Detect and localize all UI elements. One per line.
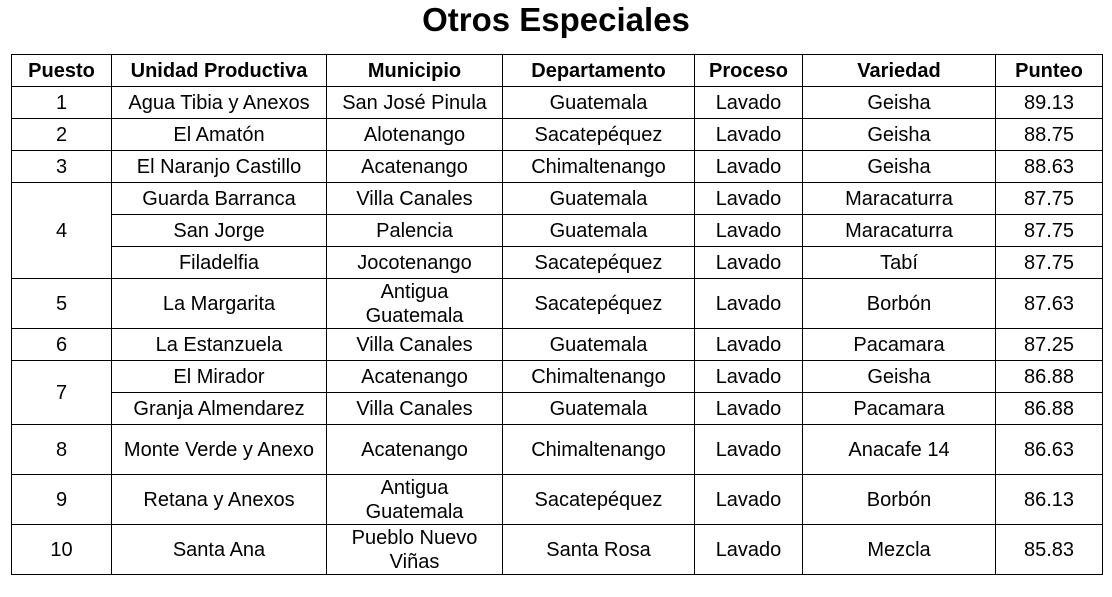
header-unidad-productiva: Unidad Productiva: [112, 55, 327, 87]
cell-puesto: 3: [12, 151, 112, 183]
header-municipio: Municipio: [327, 55, 503, 87]
cell-departamento: Sacatepéquez: [503, 475, 695, 525]
cell-punteo: 85.83: [996, 525, 1103, 575]
cell-departamento: Guatemala: [503, 87, 695, 119]
cell-departamento: Sacatepéquez: [503, 119, 695, 151]
cell-proceso: Lavado: [695, 425, 803, 475]
cell-proceso: Lavado: [695, 329, 803, 361]
cell-departamento: Santa Rosa: [503, 525, 695, 575]
cell-puesto: 10: [12, 525, 112, 575]
table-row: [12, 475, 1103, 525]
cell-puesto: 4: [12, 183, 112, 279]
table-row: [12, 361, 1103, 393]
cell-municipio: Acatenango: [327, 151, 503, 183]
cell-unidad: La Estanzuela: [112, 329, 327, 361]
table-row: [12, 279, 1103, 329]
header-row: [12, 55, 1103, 87]
cell-departamento: Guatemala: [503, 215, 695, 247]
header-puesto: Puesto: [12, 55, 112, 87]
cell-municipio: Villa Canales: [327, 183, 503, 215]
cell-punteo: 86.88: [996, 393, 1103, 425]
cell-proceso: Lavado: [695, 393, 803, 425]
cell-variedad: Borbón: [803, 475, 996, 525]
cell-variedad: Anacafe 14: [803, 425, 996, 475]
cell-puesto: 6: [12, 329, 112, 361]
cell-departamento: Guatemala: [503, 329, 695, 361]
cell-unidad: El Naranjo Castillo: [112, 151, 327, 183]
table-row: [12, 87, 1103, 119]
table-row: [12, 329, 1103, 361]
header-variedad: Variedad: [803, 55, 996, 87]
cell-departamento: Guatemala: [503, 183, 695, 215]
table-row: [12, 151, 1103, 183]
cell-departamento: Chimaltenango: [503, 151, 695, 183]
cell-proceso: Lavado: [695, 279, 803, 329]
results-table: [11, 54, 1103, 575]
cell-municipio: Jocotenango: [327, 247, 503, 279]
cell-punteo: 87.25: [996, 329, 1103, 361]
cell-punteo: 86.63: [996, 425, 1103, 475]
cell-punteo: 87.63: [996, 279, 1103, 329]
table-row: [12, 247, 1103, 279]
cell-municipio: Villa Canales: [327, 393, 503, 425]
cell-variedad: Maracaturra: [803, 183, 996, 215]
cell-variedad: Geisha: [803, 119, 996, 151]
cell-proceso: Lavado: [695, 87, 803, 119]
cell-variedad: Geisha: [803, 87, 996, 119]
cell-punteo: 87.75: [996, 183, 1103, 215]
cell-proceso: Lavado: [695, 475, 803, 525]
cell-departamento: Sacatepéquez: [503, 247, 695, 279]
cell-punteo: 86.88: [996, 361, 1103, 393]
page-title: Otros Especiales: [422, 1, 690, 38]
cell-municipio: Acatenango: [327, 425, 503, 475]
cell-municipio: Alotenango: [327, 119, 503, 151]
cell-unidad: El Mirador: [112, 361, 327, 393]
cell-departamento: Chimaltenango: [503, 361, 695, 393]
cell-proceso: Lavado: [695, 525, 803, 575]
cell-departamento: Guatemala: [503, 393, 695, 425]
cell-municipio: Villa Canales: [327, 329, 503, 361]
cell-punteo: 88.75: [996, 119, 1103, 151]
cell-unidad: Monte Verde y Anexo: [112, 425, 327, 475]
cell-puesto: 8: [12, 425, 112, 475]
cell-puesto: 7: [12, 361, 112, 425]
cell-municipio: Antigua Guatemala: [327, 279, 503, 329]
cell-unidad: Filadelfia: [112, 247, 327, 279]
cell-municipio: Palencia: [327, 215, 503, 247]
cell-municipio: Antigua Guatemala: [327, 475, 503, 525]
cell-proceso: Lavado: [695, 215, 803, 247]
cell-punteo: 88.63: [996, 151, 1103, 183]
table-row: [12, 525, 1103, 575]
cell-unidad: La Margarita: [112, 279, 327, 329]
table-row: [12, 215, 1103, 247]
cell-variedad: Mezcla: [803, 525, 996, 575]
cell-unidad: Granja Almendarez: [112, 393, 327, 425]
cell-puesto: 9: [12, 475, 112, 525]
cell-unidad: Retana y Anexos: [112, 475, 327, 525]
cell-punteo: 86.13: [996, 475, 1103, 525]
cell-departamento: Sacatepéquez: [503, 279, 695, 329]
cell-variedad: Geisha: [803, 151, 996, 183]
cell-variedad: Pacamara: [803, 329, 996, 361]
cell-proceso: Lavado: [695, 183, 803, 215]
cell-variedad: Maracaturra: [803, 215, 996, 247]
table-row: [12, 119, 1103, 151]
header-punteo: Punteo: [996, 55, 1103, 87]
header-departamento: Departamento: [503, 55, 695, 87]
cell-proceso: Lavado: [695, 361, 803, 393]
cell-municipio: Acatenango: [327, 361, 503, 393]
cell-unidad: Agua Tibia y Anexos: [112, 87, 327, 119]
cell-punteo: 87.75: [996, 215, 1103, 247]
cell-puesto: 5: [12, 279, 112, 329]
cell-variedad: Geisha: [803, 361, 996, 393]
cell-variedad: Pacamara: [803, 393, 996, 425]
cell-unidad: Guarda Barranca: [112, 183, 327, 215]
cell-punteo: 87.75: [996, 247, 1103, 279]
header-proceso: Proceso: [695, 55, 803, 87]
cell-unidad: Santa Ana: [112, 525, 327, 575]
cell-proceso: Lavado: [695, 119, 803, 151]
cell-municipio: San José Pinula: [327, 87, 503, 119]
table-row: [12, 425, 1103, 475]
cell-departamento: Chimaltenango: [503, 425, 695, 475]
cell-puesto: 2: [12, 119, 112, 151]
cell-unidad: San Jorge: [112, 215, 327, 247]
cell-puesto: 1: [12, 87, 112, 119]
table-row: [12, 393, 1103, 425]
cell-municipio: Pueblo Nuevo Viñas: [327, 525, 503, 575]
cell-unidad: El Amatón: [112, 119, 327, 151]
cell-punteo: 89.13: [996, 87, 1103, 119]
table-row: [12, 183, 1103, 215]
cell-proceso: Lavado: [695, 247, 803, 279]
cell-variedad: Tabí: [803, 247, 996, 279]
cell-variedad: Borbón: [803, 279, 996, 329]
cell-proceso: Lavado: [695, 151, 803, 183]
